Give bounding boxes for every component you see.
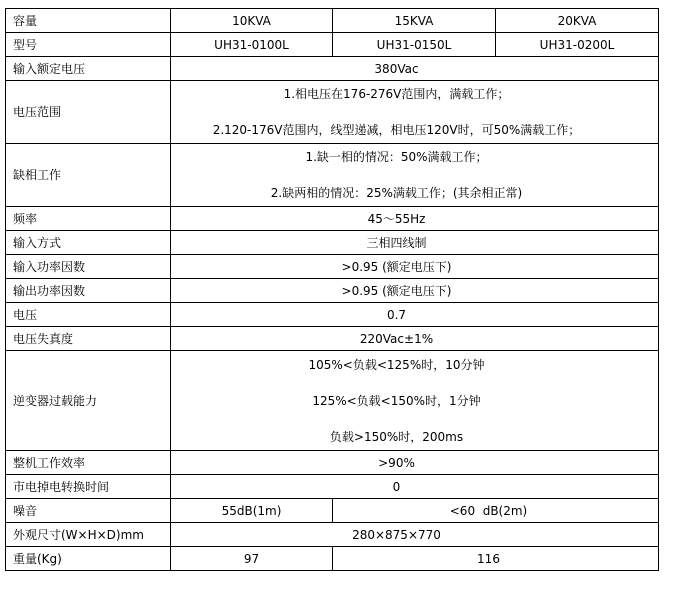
row-value: 1.缺一相的情况：50%满载工作； 2.缺两相的情况：25%满载工作；(其余相正常): [171, 144, 659, 207]
row-value: >0.95 (额定电压下): [171, 279, 659, 303]
row-label: 电压: [6, 303, 171, 327]
row-value: 1.相电压在176-276V范围内，满载工作； 2.120-176V范围内，线型递减，相电压120V时，可50%满载工作；: [171, 81, 659, 144]
row-frequency: [6, 207, 659, 231]
row-value: 三相四线制: [171, 231, 659, 255]
row-input-wiring-mode: [6, 231, 659, 255]
row-label: 市电掉电转换时间: [6, 475, 171, 499]
row-value: 105%<负载<125%时，10分钟 125%<负载<150%时，1分钟 负载>150%时，200ms: [171, 351, 659, 451]
row-value: >90%: [171, 451, 659, 475]
row-value: UH31-0200L: [496, 33, 659, 57]
row-voltage: [6, 303, 659, 327]
row-value: 10KVA: [171, 9, 333, 33]
row-value: 15KVA: [333, 9, 496, 33]
row-output-power-factor: [6, 279, 659, 303]
row-input-power-factor: [6, 255, 659, 279]
row-value: 280×875×770: [171, 523, 659, 547]
row-label: 输入额定电压: [6, 57, 171, 81]
row-label: 噪音: [6, 499, 171, 523]
row-mains-failure-transfer-time: [6, 475, 659, 499]
row-value: <60 dB(2m): [333, 499, 659, 523]
row-value: 20KVA: [496, 9, 659, 33]
row-value: 55dB(1m): [171, 499, 333, 523]
row-weight: [6, 547, 659, 571]
row-value: 0: [171, 475, 659, 499]
row-value: 0.7: [171, 303, 659, 327]
row-label: 外观尺寸(W×H×D)mm: [6, 523, 171, 547]
row-value: 380Vac: [171, 57, 659, 81]
row-label: 容量: [6, 9, 171, 33]
row-voltage-distortion: [6, 327, 659, 351]
row-label: 频率: [6, 207, 171, 231]
row-capacity: [6, 9, 659, 33]
row-value: 220Vac±1%: [171, 327, 659, 351]
row-label: 整机工作效率: [6, 451, 171, 475]
row-noise: [6, 499, 659, 523]
row-label: 型号: [6, 33, 171, 57]
row-label: 输入功率因数: [6, 255, 171, 279]
row-value: >0.95 (额定电压下): [171, 255, 659, 279]
row-value: 97: [171, 547, 333, 571]
row-label: 电压范围: [6, 81, 171, 144]
row-voltage-range: [6, 81, 659, 144]
row-phase-loss-operation: [6, 144, 659, 207]
row-value: UH31-0150L: [333, 33, 496, 57]
row-label: 缺相工作: [6, 144, 171, 207]
row-input-rated-voltage: [6, 57, 659, 81]
row-label: 输出功率因数: [6, 279, 171, 303]
row-value: 116: [333, 547, 659, 571]
row-label: 逆变器过载能力: [6, 351, 171, 451]
row-value: 45～55Hz: [171, 207, 659, 231]
row-overall-efficiency: [6, 451, 659, 475]
row-value: UH31-0100L: [171, 33, 333, 57]
row-dimensions: [6, 523, 659, 547]
ups-specification-table: [5, 8, 659, 571]
row-label: 输入方式: [6, 231, 171, 255]
row-model: [6, 33, 659, 57]
row-label: 重量(Kg): [6, 547, 171, 571]
row-label: 电压失真度: [6, 327, 171, 351]
row-inverter-overload-capacity: [6, 351, 659, 451]
